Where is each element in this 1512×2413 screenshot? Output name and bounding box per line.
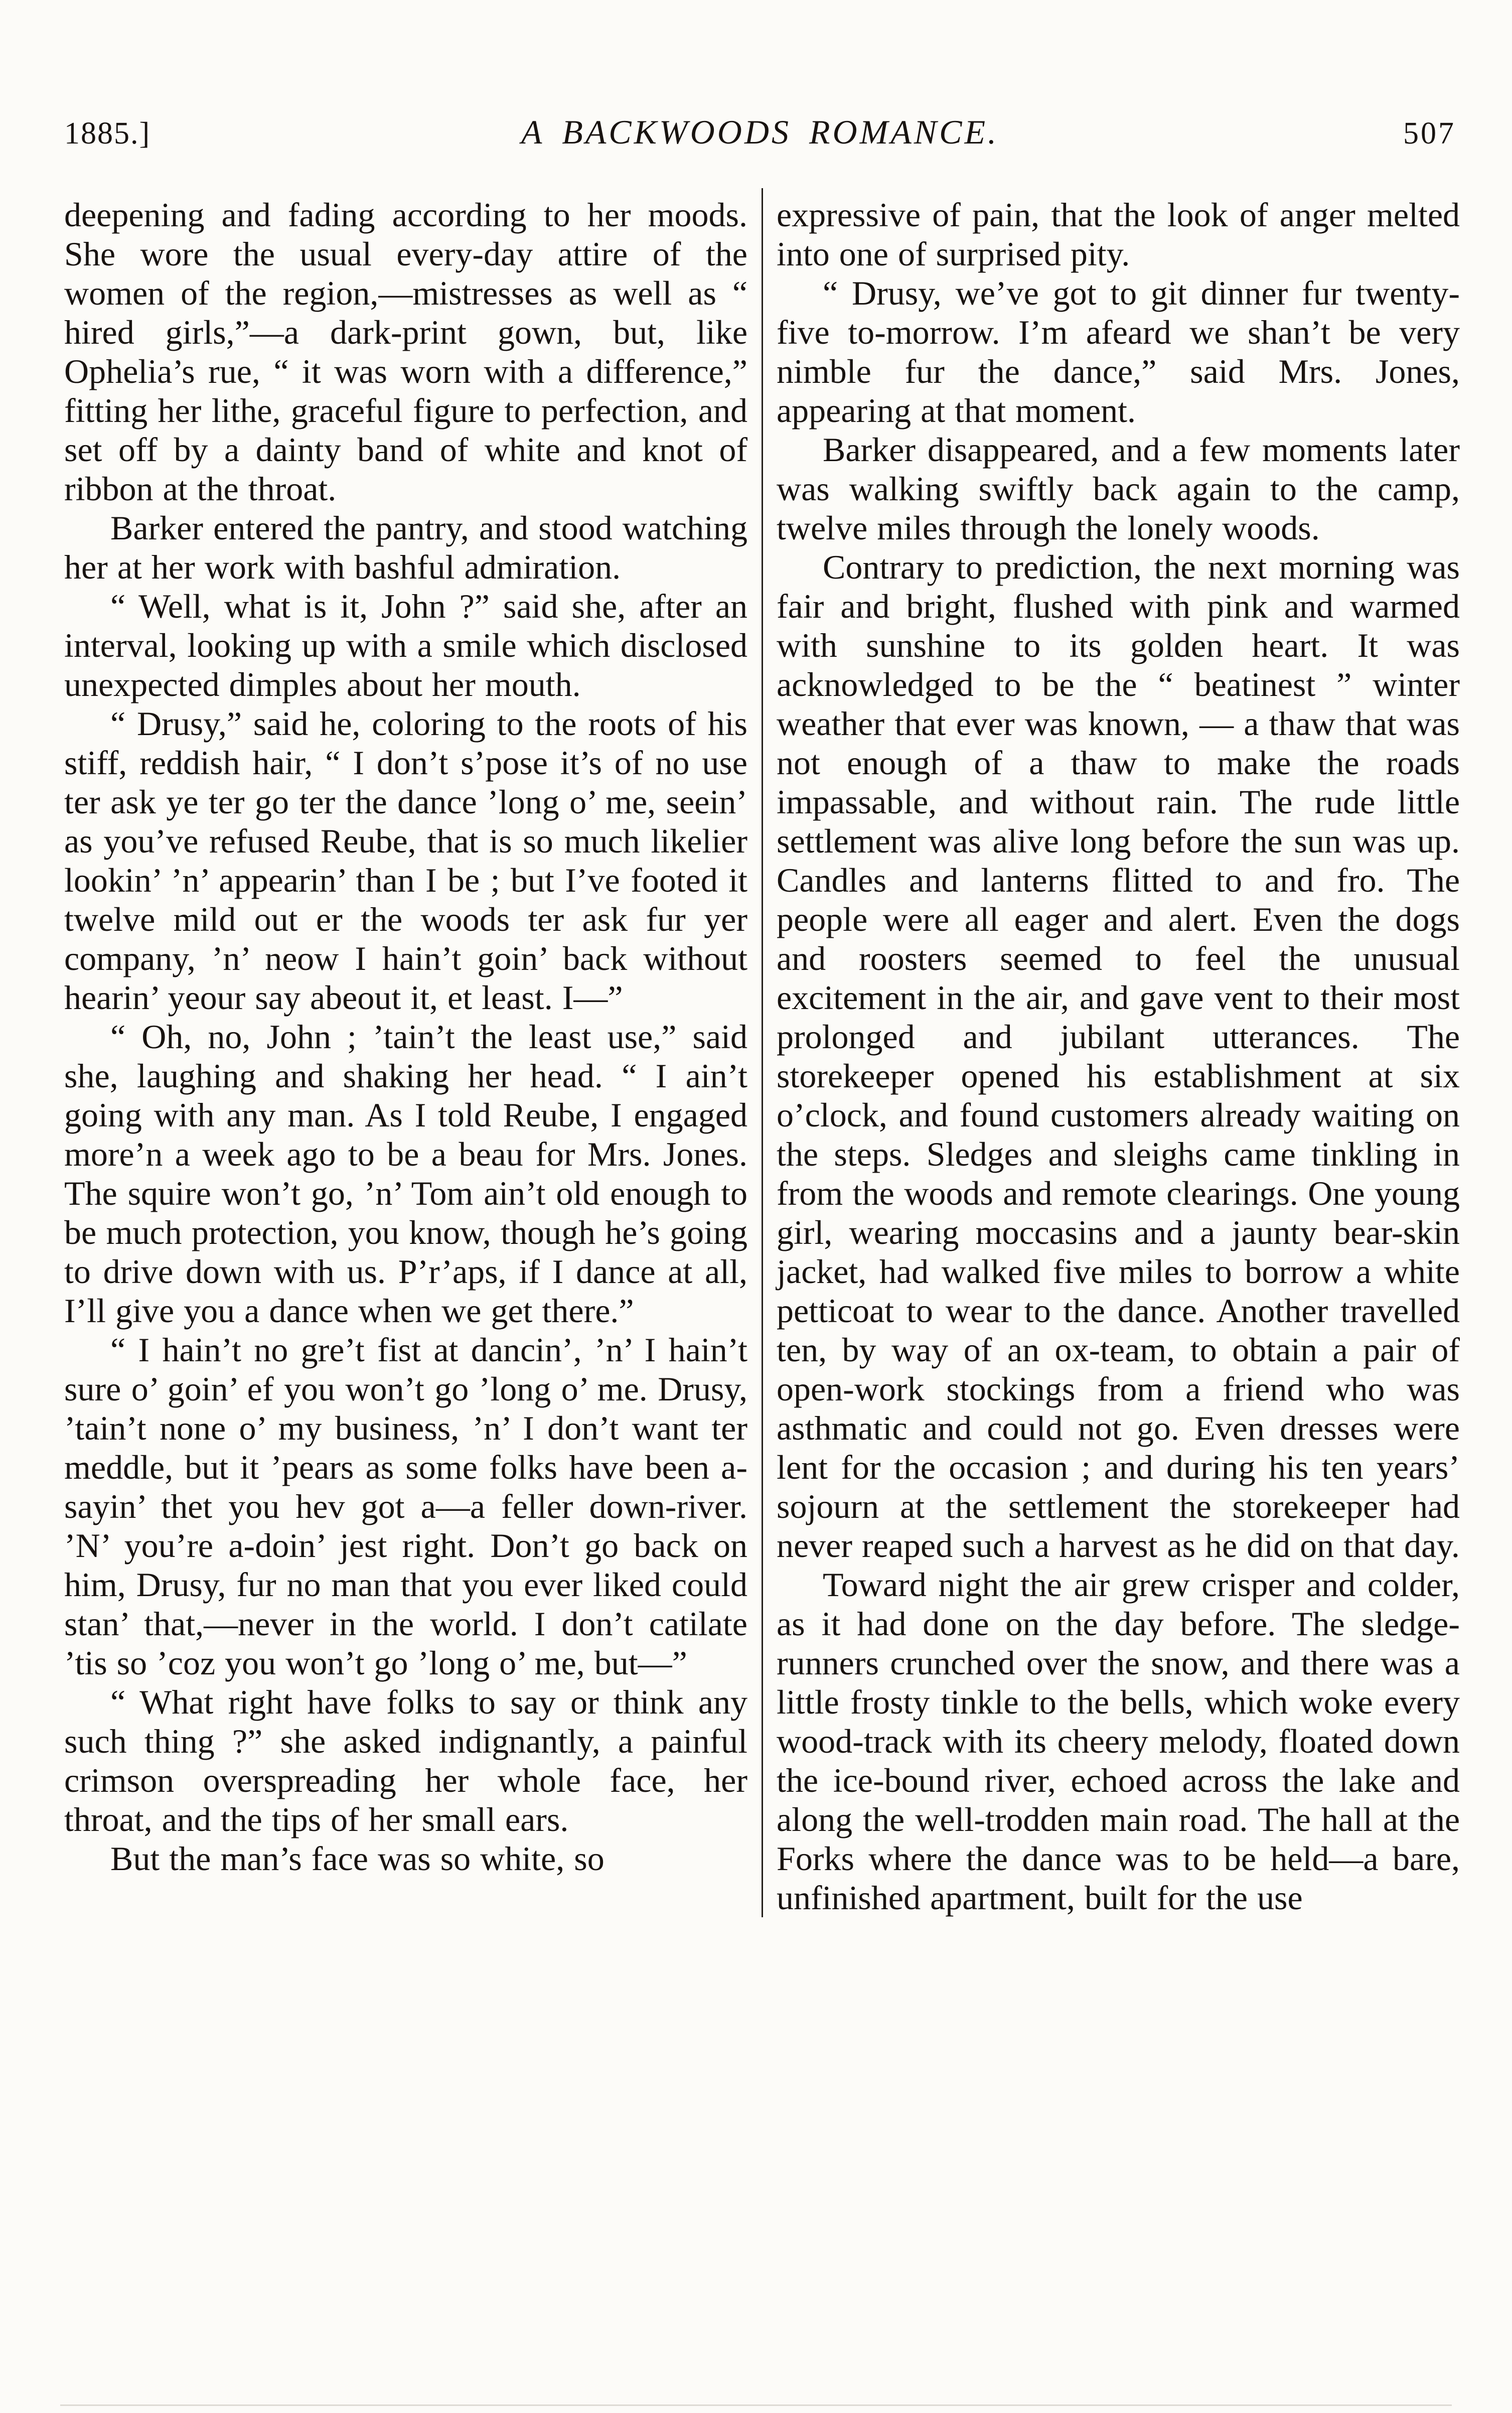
paragraph: “ Well, what is it, John ?” said she, after an interval, looking up with a smile which disclosed unexpected dimples about her mouth. — [64, 587, 747, 703]
paragraph: Toward night the air grew crisper and colder, as it had done on the day before. The sledge-runners crunched over the snow, and there was a little frosty tinkle to the bells, which woke every wood-track with its cheery melody, floated down the ice-bound river, echoed across the lake and along the well-trodden main road. The hall at the Forks where the dance was to be held—a bare, unfinished apartment, built for the use — [777, 1566, 1460, 1917]
right-column — [777, 195, 1460, 1917]
paragraph: “ Drusy,” said he, coloring to the roots of his stiff, reddish hair, “ I don’t s’pose it’s of no use ter ask ye ter go ter the dance ’long o’ me, seein’ as you’ve refused Reube, that is so much likelier lookin’ ’n’ appearin’ than I be ; but I’ve footed it twelve mild out er the woods ter ask fur yer company, ’n’ neow I hain’t goin’ back without hearin’ yeour say abeout it, et least. I—” — [64, 704, 747, 1017]
paragraph: deepening and fading according to her moods. She wore the usual every-day attire of the women of the region,—mistresses as well as “ hired girls,”—a dark-print gown, but, like Ophelia’s rue, “ it was worn with a difference,” fitting her lithe, graceful figure to perfection, and set off by a dainty band of white and knot of ribbon at the throat. — [64, 196, 747, 508]
paragraph: “ What right have folks to say or think any such thing ?” she asked indignantly, a painful crimson overspreading her whole face, her throat, and the tips of her small ears. — [64, 1683, 747, 1838]
text-columns — [64, 195, 1460, 1917]
paragraph: expressive of pain, that the look of anger melted into one of surprised pity. — [777, 196, 1460, 273]
running-title: A BACKWOODS ROMANCE. — [521, 113, 999, 151]
column-divider — [762, 188, 763, 1917]
paragraph: “ Drusy, we’ve got to git dinner fur twenty-five to-morrow. I’m afeard we shan’t be very nimble fur the dance,” said Mrs. Jones, appearing at that moment. — [777, 274, 1460, 430]
page-header — [0, 0, 1512, 151]
year-marker: 1885.] — [64, 116, 151, 151]
scan-artifact-line — [60, 2404, 1452, 2406]
page-number: 507 — [1403, 116, 1456, 151]
paragraph: But the man’s face was so white, so — [110, 1839, 604, 1878]
paragraph: Barker entered the pantry, and stood watching her at her work with bashful admiration. — [64, 509, 747, 586]
left-column — [64, 195, 747, 1917]
paragraph: Contrary to prediction, the next morning was fair and bright, flushed with pink and warmed with sunshine to its golden heart. It was acknowledged to be the “ beatinest ” winter weather that ever was known, — a thaw that was not enough of a thaw to make the roads impassable, and without rain. The rude little settlement was alive long before the sun was up. Candles and lanterns flitted to and fro. The people were all eager and alert. Even the dogs and roosters seemed to feel the unusual excitement in the air, and gave vent to their most prolonged and jubilant utterances. The storekeeper opened his establishment at six o’clock, and found customers already waiting on the steps. Sledges and sleighs came tinkling in from the woods and remote clearings. One young girl, wearing moccasins and a jaunty bear-skin jacket, had walked five miles to borrow a white petticoat to wear to the dance. Another travelled ten, by way of an ox-team, to obtain a pair of open-work stockings from a friend who was asthmatic and could not go. Even dresses were lent for the occasion ; and during his ten years’ sojourn at the settlement the storekeeper had never reaped such a harvest as he did on that day. — [777, 548, 1460, 1565]
paragraph: Barker disappeared, and a few moments later was walking swiftly back again to the camp, twelve miles through the lonely woods. — [777, 431, 1460, 547]
paragraph: “ I hain’t no gre’t fist at dancin’, ’n’ I hain’t sure o’ goin’ ef you won’t go ’long o’ me. Drusy, ’tain’t none o’ my business, ’n’ I don’t want ter meddle, but it ’pears as some folks have been a-sayin’ thet you hev got a—a feller down-river. ’N’ you’re a-doin’ jest right. Don’t go back on him, Drusy, fur no man that you ever liked could stan’ that,—never in the world. I don’t catilate ’tis so ’coz you won’t go ’long o’ me, but—” — [64, 1331, 747, 1682]
paragraph: “ Oh, no, John ; ’tain’t the least use,” said she, laughing and shaking her head. “ I ain’t going with any man. As I told Reube, I engaged more’n a week ago to be a beau for Mrs. Jones. The squire won’t go, ’n’ Tom ain’t old enough to be much protection, you know, though he’s going to drive down with us. P’r’aps, if I dance at all, I’ll give you a dance when we get there.” — [64, 1018, 747, 1330]
